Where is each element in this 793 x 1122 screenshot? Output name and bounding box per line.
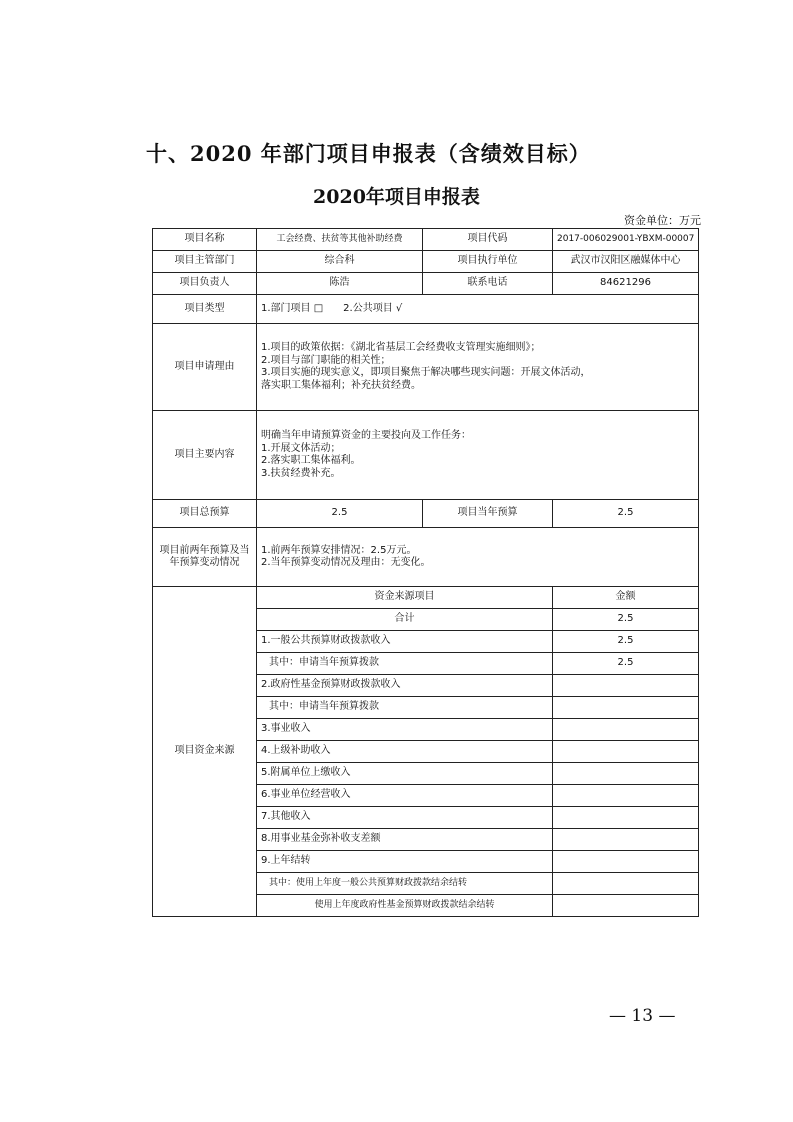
funding-item: 1.一般公共预算财政拨款收入 bbox=[257, 631, 553, 653]
funding-item: 9.上年结转 bbox=[257, 851, 553, 873]
prior-line: 1.前两年预算安排情况：2.5万元。 bbox=[261, 544, 417, 556]
content-text bbox=[257, 411, 699, 500]
reason-text bbox=[257, 324, 699, 411]
project-application-table bbox=[152, 228, 699, 917]
funding-item: 4.上级补助收入 bbox=[257, 741, 553, 763]
row-project-name bbox=[153, 229, 699, 251]
funding-label: 项目资金来源 bbox=[153, 587, 257, 917]
row-content bbox=[153, 411, 699, 500]
funding-item: 3.事业收入 bbox=[257, 719, 553, 741]
content-line: 明确当年申请预算资金的主要投向及工作任务： bbox=[261, 430, 471, 441]
funding-amount bbox=[553, 851, 699, 873]
prior-line: 2.当年预算变动情况及理由：无变化。 bbox=[261, 557, 431, 568]
prior-label: 项目前两年预算及当年预算变动情况 bbox=[153, 528, 257, 587]
project-name-value: 工会经费、扶贫等其他补助经费 bbox=[257, 229, 423, 251]
reason-line: 落实职工集体福利；补充扶贫经费。 bbox=[261, 379, 421, 391]
funding-amount bbox=[553, 675, 699, 697]
reason-line: 3.项目实施的现实意义，即项目聚焦于解决哪些现实问题：开展文体活动， bbox=[261, 367, 591, 378]
reason-label: 项目申请理由 bbox=[153, 324, 257, 411]
content-line: 3.扶贫经费补充。 bbox=[261, 467, 341, 479]
page-number: — 13 — bbox=[609, 1006, 676, 1026]
reason-line: 1.项目的政策依据：《湖北省基层工会经费收支管理实施细则》； bbox=[261, 342, 541, 353]
funding-item: 其中：申请当年预算拨款 bbox=[257, 653, 553, 675]
funding-amount bbox=[553, 873, 699, 895]
row-budget bbox=[153, 500, 699, 528]
funding-item: 使用上年度政府性基金预算财政拨款结余结转 bbox=[257, 895, 553, 917]
person-label: 项目负责人 bbox=[153, 273, 257, 295]
exec-unit-value: 武汉市汉阳区融媒体中心 bbox=[553, 251, 699, 273]
row-prior bbox=[153, 528, 699, 587]
funding-amount bbox=[553, 763, 699, 785]
funding-item: 其中：使用上年度一般公共预算财政拨款结余结转 bbox=[257, 873, 553, 895]
funding-amount bbox=[553, 829, 699, 851]
funding-item: 5.附属单位上缴收入 bbox=[257, 763, 553, 785]
funding-item: 合计 bbox=[257, 609, 553, 631]
content-label: 项目主要内容 bbox=[153, 411, 257, 500]
phone-label: 联系电话 bbox=[423, 273, 553, 295]
section-heading: 十、2020 年部门项目申报表（含绩效目标） bbox=[146, 141, 591, 166]
funding-amount bbox=[553, 785, 699, 807]
row-type bbox=[153, 295, 699, 324]
funding-amount: 2.5 bbox=[553, 631, 699, 653]
funding-amount: 2.5 bbox=[553, 609, 699, 631]
content-line: 2.落实职工集体福利。 bbox=[261, 455, 361, 466]
dept-value: 综合科 bbox=[257, 251, 423, 273]
project-code-label: 项目代码 bbox=[423, 229, 553, 251]
row-person bbox=[153, 273, 699, 295]
funding-amount: 2.5 bbox=[553, 653, 699, 675]
funding-amount bbox=[553, 807, 699, 829]
type-label: 项目类型 bbox=[153, 295, 257, 324]
funding-amount bbox=[553, 895, 699, 917]
funding-item: 8.用事业基金弥补收支差额 bbox=[257, 829, 553, 851]
total-budget-label: 项目总预算 bbox=[153, 500, 257, 528]
funding-item: 2.政府性基金预算财政拨款收入 bbox=[257, 675, 553, 697]
type-value: 1.部门项目 □ 2.公共项目 √ bbox=[257, 295, 699, 324]
row-department bbox=[153, 251, 699, 273]
fund-unit: 资金单位：万元 bbox=[624, 214, 701, 227]
prior-text bbox=[257, 528, 699, 587]
year-budget-value: 2.5 bbox=[553, 500, 699, 528]
reason-line: 2.项目与部门职能的相关性； bbox=[261, 354, 391, 366]
funding-item: 其中：申请当年预算拨款 bbox=[257, 697, 553, 719]
exec-unit-label: 项目执行单位 bbox=[423, 251, 553, 273]
funding-amount bbox=[553, 697, 699, 719]
content-line: 1.开展文体活动； bbox=[261, 442, 341, 454]
form-title: 2020年项目申报表 bbox=[313, 186, 480, 208]
total-budget-value: 2.5 bbox=[257, 500, 423, 528]
funding-amount bbox=[553, 719, 699, 741]
dept-label: 项目主管部门 bbox=[153, 251, 257, 273]
year-budget-label: 项目当年预算 bbox=[423, 500, 553, 528]
funding-item: 6.事业单位经营收入 bbox=[257, 785, 553, 807]
funding-header-row bbox=[153, 587, 699, 609]
funding-item-header: 资金来源项目 bbox=[257, 587, 553, 609]
funding-amount-header: 金额 bbox=[553, 587, 699, 609]
project-code-value: 2017-006029001-YBXM-00007 bbox=[553, 229, 699, 251]
project-name-label: 项目名称 bbox=[153, 229, 257, 251]
phone-value: 84621296 bbox=[553, 273, 699, 295]
person-value: 陈浩 bbox=[257, 273, 423, 295]
row-reason bbox=[153, 324, 699, 411]
funding-item: 7.其他收入 bbox=[257, 807, 553, 829]
funding-amount bbox=[553, 741, 699, 763]
